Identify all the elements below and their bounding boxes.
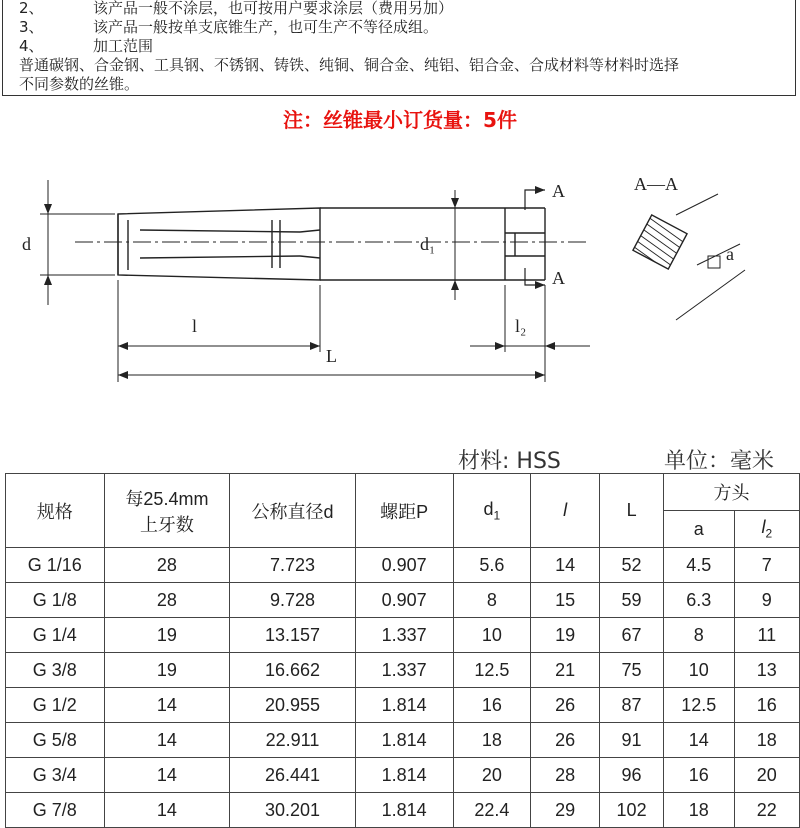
cell-nominal-diameter: 20.955	[230, 688, 355, 723]
header-a: a	[663, 511, 734, 548]
cell-l2: 22	[734, 793, 799, 828]
note-4-number: 4、	[19, 37, 44, 55]
cell-l: 15	[531, 583, 600, 618]
cell-pitch: 1.337	[355, 653, 453, 688]
cell-l2: 11	[734, 618, 799, 653]
header-l2-sub: 2	[765, 526, 773, 541]
cell-d1: 5.6	[453, 548, 530, 583]
cell-tpi: 14	[104, 758, 230, 793]
header-d1-sub: 1	[493, 508, 501, 523]
note-3-text: 该产品一般按单支底锥生产，也可生产不等径成组。	[93, 18, 439, 36]
cell-pitch: 1.814	[355, 793, 453, 828]
cell-nominal-diameter: 13.157	[230, 618, 355, 653]
cell-nominal-diameter: 30.201	[230, 793, 355, 828]
cell-pitch: 0.907	[355, 548, 453, 583]
header-tpi	[104, 474, 230, 548]
min-order-notice: 注：丝锥最小订货量：5件	[283, 108, 517, 132]
cell-spec: G 1/16	[6, 548, 105, 583]
cell-tpi: 28	[104, 548, 230, 583]
cell-l2: 18	[734, 723, 799, 758]
note-2-text: 该产品一般不涂层，也可按用户要求涂层（费用另加）	[93, 0, 454, 17]
cell-pitch: 1.814	[355, 688, 453, 723]
header-L: L	[600, 474, 664, 548]
cell-L: 96	[600, 758, 664, 793]
header-l2-main: l	[761, 517, 766, 538]
dim-L-label: L	[326, 346, 337, 366]
cell-a: 18	[663, 793, 734, 828]
notes-box	[2, 0, 796, 96]
cell-l: 14	[531, 548, 600, 583]
cell-tpi: 28	[104, 583, 230, 618]
dim-a-label: a	[726, 244, 734, 264]
cell-a: 12.5	[663, 688, 734, 723]
cell-l2: 7	[734, 548, 799, 583]
unit-label: 单位：毫米	[664, 449, 775, 474]
cell-l: 28	[531, 758, 600, 793]
cell-l: 26	[531, 688, 600, 723]
header-l2	[734, 511, 799, 548]
note-4-text: 加工范围	[93, 37, 154, 55]
cell-l2: 20	[734, 758, 799, 793]
cell-l: 19	[531, 618, 600, 653]
header-d1	[453, 474, 530, 548]
dim-d-label: d	[22, 234, 31, 254]
cell-spec: G 3/4	[6, 758, 105, 793]
cell-a: 10	[663, 653, 734, 688]
section-square	[633, 215, 687, 269]
cell-L: 87	[600, 688, 664, 723]
cell-tpi: 14	[104, 793, 230, 828]
header-d1-main: d	[483, 498, 494, 519]
table-row	[6, 723, 800, 758]
cell-spec: G 7/8	[6, 793, 105, 828]
cell-l2: 16	[734, 688, 799, 723]
note-3-number: 3、	[19, 18, 44, 36]
table-row	[6, 653, 800, 688]
table-row	[6, 793, 800, 828]
table-row	[6, 758, 800, 793]
cell-d1: 16	[453, 688, 530, 723]
cell-tpi: 19	[104, 618, 230, 653]
header-tpi-line1: 每25.4mm	[125, 488, 209, 509]
header-square-head: 方头	[663, 474, 799, 511]
header-spec: 规格	[6, 474, 105, 548]
cell-a: 4.5	[663, 548, 734, 583]
cell-pitch: 1.814	[355, 723, 453, 758]
note-2-number: 2、	[19, 0, 44, 17]
cell-a: 16	[663, 758, 734, 793]
cell-d1: 8	[453, 583, 530, 618]
cell-pitch: 1.814	[355, 758, 453, 793]
table-row	[6, 618, 800, 653]
cell-nominal-diameter: 9.728	[230, 583, 355, 618]
cell-a: 14	[663, 723, 734, 758]
cell-spec: G 1/8	[6, 583, 105, 618]
section-mark-bottom: A	[552, 268, 565, 288]
cell-L: 75	[600, 653, 664, 688]
cell-spec: G 1/2	[6, 688, 105, 723]
cell-l: 29	[531, 793, 600, 828]
cell-nominal-diameter: 22.911	[230, 723, 355, 758]
cell-pitch: 0.907	[355, 583, 453, 618]
table-row	[6, 583, 800, 618]
scope-line-2: 不同参数的丝锥。	[19, 75, 140, 93]
tap-thread-section	[118, 208, 320, 280]
cell-d1: 12.5	[453, 653, 530, 688]
header-l: l	[531, 474, 600, 548]
cell-a: 8	[663, 618, 734, 653]
header-tpi-line2: 上牙数	[139, 514, 194, 535]
tap-technical-drawing	[0, 150, 800, 390]
header-nominal-diameter: 公称直径d	[230, 474, 355, 548]
table-row	[6, 548, 800, 583]
cell-l2: 9	[734, 583, 799, 618]
cell-a: 6.3	[663, 583, 734, 618]
scope-line-1: 普通碳钢、合金钢、工具钢、不锈钢、铸铁、纯铜、铜合金、纯铝、铝合金、合成材料等材料时选择	[19, 56, 680, 74]
cell-L: 52	[600, 548, 664, 583]
cell-L: 91	[600, 723, 664, 758]
cell-pitch: 1.337	[355, 618, 453, 653]
cell-d1: 22.4	[453, 793, 530, 828]
table-row	[6, 688, 800, 723]
dim-d1-label: d₁	[420, 234, 436, 254]
cell-nominal-diameter: 26.441	[230, 758, 355, 793]
section-mark-top: A	[552, 181, 565, 201]
cell-l: 21	[531, 653, 600, 688]
cell-tpi: 14	[104, 723, 230, 758]
section-title: A—A	[634, 174, 678, 194]
cell-d1: 10	[453, 618, 530, 653]
cell-nominal-diameter: 16.662	[230, 653, 355, 688]
cell-d1: 20	[453, 758, 530, 793]
dim-l-label: l	[192, 316, 198, 336]
cell-spec: G 1/4	[6, 618, 105, 653]
cell-spec: G 5/8	[6, 723, 105, 758]
header-pitch: 螺距P	[355, 474, 453, 548]
cell-l: 26	[531, 723, 600, 758]
spec-table	[5, 473, 800, 828]
cell-L: 59	[600, 583, 664, 618]
cell-tpi: 14	[104, 688, 230, 723]
cell-l2: 13	[734, 653, 799, 688]
cell-nominal-diameter: 7.723	[230, 548, 355, 583]
cell-spec: G 3/8	[6, 653, 105, 688]
cell-tpi: 19	[104, 653, 230, 688]
cell-L: 102	[600, 793, 664, 828]
dim-l2-label: l₂	[515, 316, 527, 336]
cell-L: 67	[600, 618, 664, 653]
material-label: 材料: HSS	[458, 449, 561, 474]
cell-d1: 18	[453, 723, 530, 758]
